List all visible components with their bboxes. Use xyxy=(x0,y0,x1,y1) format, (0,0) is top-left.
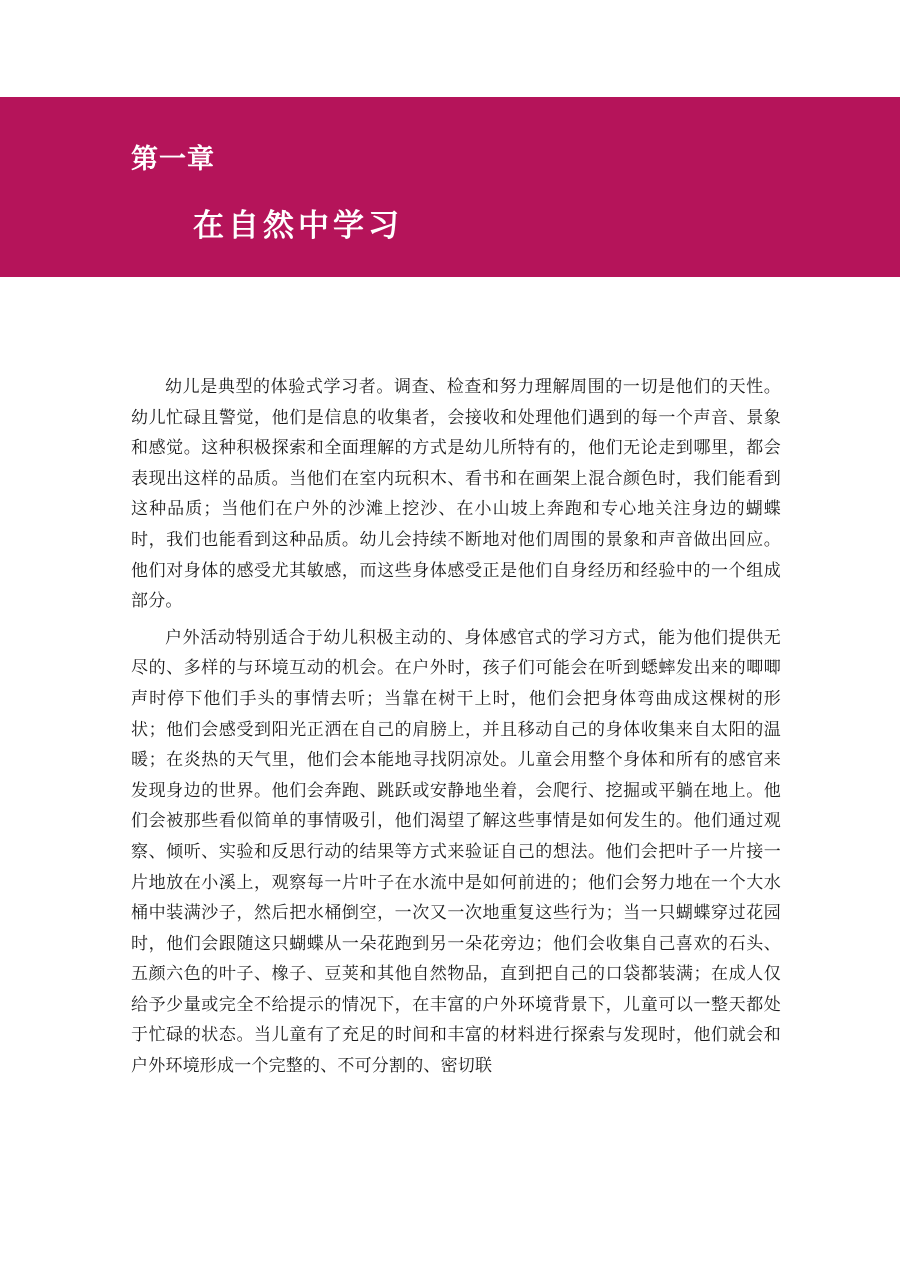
paragraph-2: 户外活动特别适合于幼儿积极主动的、身体感官式的学习方式，能为他们提供无尽的、多样的与环境互动的机会。在户外时，孩子们可能会在听到蟋蟀发出来的唧唧声时停下他们手头的事情去听；当靠在树干上时，他们会把身体弯曲成这棵树的形状；他们会感受到阳光正洒在自己的肩膀上，并且移动自己的身体收集来自太阳的温暖；在炎热的天气里，他们会本能地寻找阴凉处。儿童会用整个身体和所有的感官来发现身边的世界。他们会奔跑、跳跃或安静地坐着，会爬行、挖掘或平躺在地上。他们会被那些看似简单的事情吸引，他们渴望了解这些事情是如何发生的。他们通过观察、倾听、实验和反思行动的结果等方式来验证自己的想法。他们会把叶子一片接一片地放在小溪上，观察每一片叶子在水流中是如何前进的；他们会努力地在一个大水桶中装满沙子，然后把水桶倒空，一次又一次地重复这些行为；当一只蝴蝶穿过花园时，他们会跟随这只蝴蝶从一朵花跑到另一朵花旁边；他们会收集自己喜欢的石头、五颜六色的叶子、橡子、豆荚和其他自然物品，直到把自己的口袋都装满；在成人仅给予少量或完全不给提示的情况下，在丰富的户外环境背景下，儿童可以一整天都处于忙碌的状态。当儿童有了充足的时间和丰富的材料进行探索与发现时，他们就会和户外环境形成一个完整的、不可分割的、密切联 xyxy=(131,627,781,1077)
chapter-label: 第一章 xyxy=(131,144,215,175)
chapter-title: 在自然中学习 xyxy=(193,208,403,244)
paragraph-1: 幼儿是典型的体验式学习者。调查、检查和努力理解周围的一切是他们的天性。幼儿忙碌且警觉，他们是信息的收集者，会接收和处理他们遇到的每一个声音、景象和感觉。这种积极探索和全面理解的方式是幼儿所特有的，他们无论走到哪里，都会表现出这样的品质。当他们在室内玩积木、看书和在画架上混合颜色时，我们能看到这种品质；当他们在户外的沙滩上挖沙、在小山坡上奔跑和专心地关注身边的蝴蝶时，我们也能看到这种品质。幼儿会持续不断地对他们周围的景象和声音做出回应。他们对身体的感受尤其敏感，而这些身体感受正是他们自身经历和经验中的一个组成部分。 xyxy=(131,377,781,612)
body-text xyxy=(131,372,781,1082)
chapter-banner xyxy=(0,97,900,277)
